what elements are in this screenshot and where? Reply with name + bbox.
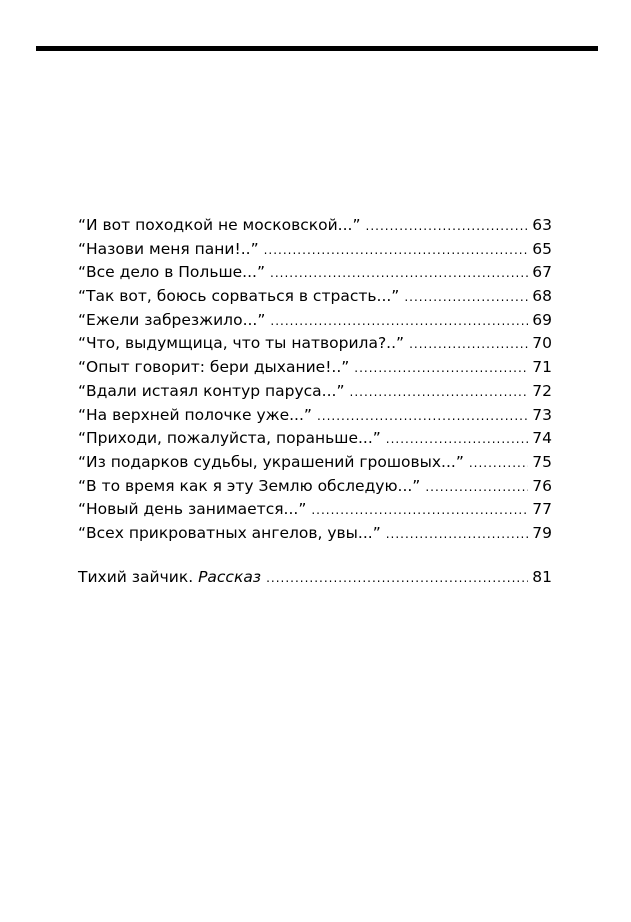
- toc-entry-page: 77: [532, 500, 552, 519]
- toc-entry-title: “Что, выдумщица, что ты натворила?..”: [78, 334, 405, 353]
- toc-entry-page: 72: [532, 381, 552, 400]
- toc-entry: [78, 404, 552, 428]
- dot-leader: [264, 239, 529, 263]
- dot-leader: [266, 567, 528, 591]
- dot-leader: [311, 499, 528, 523]
- toc-entry-page: 74: [532, 429, 552, 448]
- toc-entry-page: 67: [532, 263, 552, 282]
- dot-leader: [386, 428, 528, 452]
- toc-entry: [78, 498, 552, 522]
- toc-story-page: 81: [532, 567, 552, 586]
- section-gap: [78, 546, 552, 566]
- dot-leader: [270, 310, 528, 334]
- toc-entry-title: “Так вот, боюсь сорваться в страсть...”: [78, 287, 400, 306]
- toc-entry-story: [78, 566, 552, 590]
- dot-leader: [354, 357, 528, 381]
- dot-leader: [317, 405, 528, 429]
- dot-leader: [469, 452, 528, 476]
- toc-entry: [78, 427, 552, 451]
- dot-leader: [425, 476, 528, 500]
- toc-entry-title: “В то время как я эту Землю обследую...”: [78, 476, 421, 495]
- toc-entry-page: 71: [532, 358, 552, 377]
- toc-entry-title: “Всех прикроватных ангелов, увы...”: [78, 523, 381, 542]
- dot-leader: [386, 523, 529, 547]
- toc-entry-page: 70: [532, 334, 552, 353]
- toc-entry-title: “Все дело в Польше...”: [78, 263, 265, 282]
- toc-entry: [78, 309, 552, 333]
- toc-entry-title: “Опыт говорит: бери дыхание!..”: [78, 358, 350, 377]
- dot-leader: [409, 333, 528, 357]
- toc-entry: [78, 238, 552, 262]
- toc-entry: [78, 451, 552, 475]
- toc-entry-page: 75: [532, 452, 552, 471]
- dot-leader: [350, 381, 529, 405]
- dot-leader: [270, 262, 528, 286]
- table-of-contents: [78, 214, 552, 589]
- toc-story-genre: Рассказ: [198, 567, 262, 586]
- toc-entry-page: 73: [532, 405, 552, 424]
- toc-entry: [78, 356, 552, 380]
- toc-entry-page: 63: [532, 216, 552, 234]
- dot-leader: [366, 215, 529, 239]
- toc-entry: [78, 261, 552, 285]
- toc-story-title-group: [78, 566, 261, 590]
- toc-entry: [78, 285, 552, 309]
- toc-entry-page: 76: [532, 476, 552, 495]
- toc-entry-page: 68: [532, 287, 552, 306]
- toc-entry-title: “На верхней полочке уже...”: [78, 405, 312, 424]
- toc-entry: [78, 214, 552, 238]
- toc-entry-page: 69: [532, 310, 552, 329]
- toc-entry: [78, 522, 552, 546]
- toc-entry-title: “Из подарков судьбы, украшений грошовых...”: [78, 452, 464, 471]
- toc-entry-title: “Ежели забрезжило...”: [78, 310, 266, 329]
- top-rule: [36, 46, 598, 51]
- toc-entry-page: 79: [532, 523, 552, 542]
- toc-entry: [78, 380, 552, 404]
- toc-entry-title: “Новый день занимается...”: [78, 500, 307, 519]
- toc-entry-title: “Приходи, пожалуйста, пораньше...”: [78, 429, 381, 448]
- toc-entry-title: “Вдали истаял контур паруса...”: [78, 381, 345, 400]
- dot-leader: [404, 286, 528, 310]
- toc-entry-title: “И вот походкой не московской...”: [78, 216, 361, 234]
- toc-entry: [78, 475, 552, 499]
- toc-entry-page: 65: [532, 239, 552, 258]
- toc-story-title: Тихий зайчик.: [78, 567, 194, 586]
- toc-entry: [78, 332, 552, 356]
- toc-entry-title: “Назови меня пани!..”: [78, 239, 259, 258]
